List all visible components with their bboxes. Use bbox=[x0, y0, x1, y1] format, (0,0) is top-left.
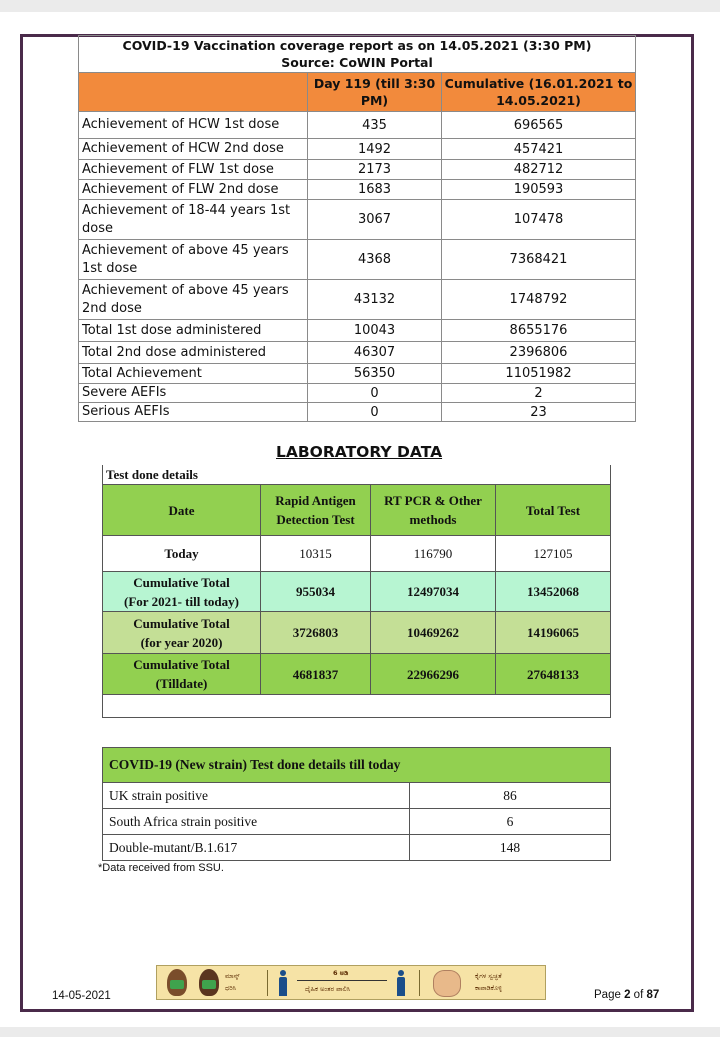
row-label: Total 2nd dose administered bbox=[79, 342, 308, 364]
lab-empty-cell bbox=[103, 695, 611, 718]
row-cumulative-value: 8655176 bbox=[442, 320, 636, 342]
banner-distance: 6 ಅಡಿ bbox=[333, 969, 349, 977]
lab-rat-value: 4681837 bbox=[261, 654, 371, 695]
table-row bbox=[103, 654, 611, 695]
lab-rat-value: 955034 bbox=[261, 572, 371, 612]
table-row bbox=[79, 139, 636, 160]
lab-row-label-line2: (for year 2020) bbox=[140, 634, 223, 650]
lab-rtpcr-value: 10469262 bbox=[371, 612, 496, 654]
hand-wash-icon bbox=[433, 970, 461, 997]
lab-row-label-line1: Cumulative Total bbox=[133, 657, 230, 672]
row-label: Achievement of FLW 1st dose bbox=[79, 160, 308, 180]
page-current: 2 bbox=[624, 989, 631, 1001]
row-day-value: 43132 bbox=[308, 280, 442, 320]
row-cumulative-value: 11051982 bbox=[442, 364, 636, 384]
row-day-value: 435 bbox=[308, 112, 442, 139]
table-row bbox=[103, 835, 611, 861]
table-row bbox=[79, 320, 636, 342]
banner-wash-text-line1: ಕೈಗಳ ಸ್ವಚ್ಛತೆ bbox=[475, 972, 502, 980]
row-label: Achievement of HCW 2nd dose bbox=[79, 139, 308, 160]
row-cumulative-value: 7368421 bbox=[442, 240, 636, 280]
row-day-value: 0 bbox=[308, 403, 442, 422]
row-day-value: 46307 bbox=[308, 342, 442, 364]
row-cumulative-value: 1748792 bbox=[442, 280, 636, 320]
page-number bbox=[594, 989, 659, 1001]
row-label: Achievement of HCW 1st dose bbox=[79, 112, 308, 139]
strain-value: 148 bbox=[410, 835, 611, 861]
row-label: Total Achievement bbox=[79, 364, 308, 384]
row-label: Achievement of above 45 years 1st dose bbox=[79, 240, 308, 280]
row-label: Severe AEFIs bbox=[79, 384, 308, 403]
lab-rat-value: 3726803 bbox=[261, 612, 371, 654]
table-row bbox=[103, 536, 611, 572]
table-row bbox=[79, 364, 636, 384]
table-row bbox=[79, 180, 636, 200]
mask-icon bbox=[170, 980, 184, 989]
data-source-note: *Data received from SSU. bbox=[98, 862, 224, 874]
lab-rtpcr-value: 22966296 bbox=[371, 654, 496, 695]
row-cumulative-value: 23 bbox=[442, 403, 636, 422]
lab-row-label bbox=[103, 654, 261, 695]
row-cumulative-value: 190593 bbox=[442, 180, 636, 200]
table-row bbox=[79, 240, 636, 280]
lab-header-rtpcr: RT PCR & Other methods bbox=[371, 485, 496, 536]
lab-row-label bbox=[103, 572, 261, 612]
table-row bbox=[79, 200, 636, 240]
mask-icon bbox=[202, 980, 216, 989]
lab-empty-row bbox=[103, 695, 611, 718]
lab-total-value: 14196065 bbox=[496, 612, 611, 654]
row-day-value: 10043 bbox=[308, 320, 442, 342]
lab-row-label bbox=[103, 612, 261, 654]
lab-header-date: Date bbox=[103, 485, 261, 536]
row-day-value: 2173 bbox=[308, 160, 442, 180]
footer-date: 14-05-2021 bbox=[52, 990, 111, 1002]
strain-header-row bbox=[103, 748, 611, 783]
vaccination-source: Source: CoWIN Portal bbox=[281, 55, 433, 70]
vaccination-header-row bbox=[79, 73, 636, 112]
banner-mask-text-line2: ಧರಿಸಿ bbox=[225, 984, 237, 992]
lab-row-label-line1: Cumulative Total bbox=[133, 615, 230, 631]
row-day-value: 1492 bbox=[308, 139, 442, 160]
row-cumulative-value: 696565 bbox=[442, 112, 636, 139]
banner-divider bbox=[267, 970, 268, 996]
distance-arrow-icon bbox=[297, 980, 387, 981]
strain-label: Double-mutant/B.1.617 bbox=[103, 835, 410, 861]
row-day-value: 4368 bbox=[308, 240, 442, 280]
lab-total-value: 13452068 bbox=[496, 572, 611, 612]
banner-distance-text: ದೈಹಿಕ ಅಂತರ ಪಾಲಿಸಿ bbox=[305, 985, 351, 993]
table-row bbox=[79, 160, 636, 180]
person-icon bbox=[279, 970, 287, 996]
banner-mask-text-line1: ಮಾಸ್ಕ್ bbox=[225, 972, 240, 980]
row-day-value: 1683 bbox=[308, 180, 442, 200]
table-row bbox=[79, 403, 636, 422]
row-cumulative-value: 2396806 bbox=[442, 342, 636, 364]
page-total: 87 bbox=[646, 989, 660, 1001]
lab-total-value: 127105 bbox=[496, 536, 611, 572]
banner-wash-text-line2: ಕಾಪಾಡಿಕೊಳ್ಳಿ bbox=[475, 984, 503, 992]
strain-value: 6 bbox=[410, 809, 611, 835]
laboratory-table bbox=[102, 465, 611, 718]
vaccination-title-row bbox=[79, 36, 636, 73]
table-row bbox=[103, 783, 611, 809]
page-of: of bbox=[633, 989, 644, 1001]
lab-total-value: 27648133 bbox=[496, 654, 611, 695]
row-day-value: 0 bbox=[308, 384, 442, 403]
row-label: Serious AEFIs bbox=[79, 403, 308, 422]
strain-header: COVID-19 (New strain) Test done details till today bbox=[103, 748, 611, 783]
lab-row-label-line1: Cumulative Total bbox=[133, 574, 230, 590]
table-row bbox=[79, 112, 636, 139]
table-row bbox=[103, 572, 611, 612]
row-label: Total 1st dose administered bbox=[79, 320, 308, 342]
lab-rat-value: 10315 bbox=[261, 536, 371, 572]
covid-awareness-banner bbox=[156, 965, 546, 1000]
row-label: Achievement of above 45 years 2nd dose bbox=[79, 280, 308, 320]
row-cumulative-value: 482712 bbox=[442, 160, 636, 180]
vaccination-header-day: Day 119 (till 3:30 PM) bbox=[308, 73, 442, 112]
page-prefix: Page bbox=[594, 989, 621, 1001]
vaccination-title-line1: COVID-19 Vaccination coverage report as on 14.05.2021 (3:30 PM) bbox=[122, 38, 592, 53]
lab-rtpcr-value: 12497034 bbox=[371, 572, 496, 612]
table-row bbox=[79, 342, 636, 364]
row-day-value: 56350 bbox=[308, 364, 442, 384]
row-cumulative-value: 107478 bbox=[442, 200, 636, 240]
row-label: Achievement of 18-44 years 1st dose bbox=[79, 200, 308, 240]
vaccination-coverage-table bbox=[78, 35, 636, 422]
lab-header-rat: Rapid Antigen Detection Test bbox=[261, 485, 371, 536]
table-row bbox=[79, 280, 636, 320]
banner-divider bbox=[419, 970, 420, 996]
table-row bbox=[103, 809, 611, 835]
row-cumulative-value: 457421 bbox=[442, 139, 636, 160]
lab-row-label: Today bbox=[103, 536, 261, 572]
strain-label: South Africa strain positive bbox=[103, 809, 410, 835]
new-strain-table bbox=[102, 747, 611, 861]
row-cumulative-value: 2 bbox=[442, 384, 636, 403]
lab-row-label-line2: (Tilldate) bbox=[155, 676, 208, 691]
table-row bbox=[103, 612, 611, 654]
person-icon bbox=[397, 970, 405, 996]
strain-label: UK strain positive bbox=[103, 783, 410, 809]
table-row bbox=[79, 384, 636, 403]
lab-header-row bbox=[103, 485, 611, 536]
lab-header-total: Total Test bbox=[496, 485, 611, 536]
lab-caption-row bbox=[103, 465, 611, 485]
vaccination-header-blank bbox=[79, 73, 308, 112]
strain-value: 86 bbox=[410, 783, 611, 809]
lab-caption: Test done details bbox=[103, 465, 611, 485]
vaccination-title bbox=[79, 36, 636, 73]
row-day-value: 3067 bbox=[308, 200, 442, 240]
row-label: Achievement of FLW 2nd dose bbox=[79, 180, 308, 200]
lab-rtpcr-value: 116790 bbox=[371, 536, 496, 572]
laboratory-data-heading: LABORATORY DATA bbox=[276, 443, 443, 461]
vaccination-header-cumulative: Cumulative (16.01.2021 to 14.05.2021) bbox=[442, 73, 636, 112]
lab-row-label-line2: (For 2021- till today) bbox=[124, 593, 239, 609]
